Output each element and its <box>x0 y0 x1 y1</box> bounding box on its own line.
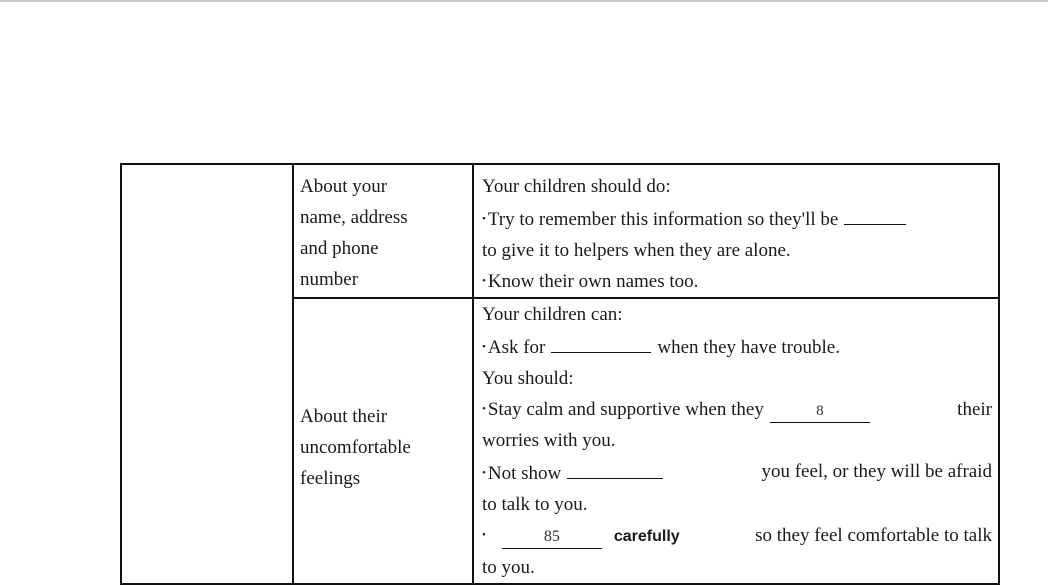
content-cell <box>473 164 999 298</box>
bullet-line: • Not show you feel, or they will be afraid <box>482 456 992 489</box>
bullet-line: • Try to remember this information so they'll be <box>482 202 998 235</box>
bullet-line: • 85 carefully so they feel comfortable to talk <box>482 520 992 552</box>
topic-line: About your <box>300 176 388 197</box>
content-cell <box>473 298 999 584</box>
topic-line: and phone <box>300 238 379 259</box>
bullet-icon: • <box>482 529 486 541</box>
bullet-icon: • <box>482 467 486 479</box>
section-heading: Your children can: <box>482 304 623 325</box>
topic-cell <box>293 164 473 298</box>
answer-blank[interactable] <box>567 456 663 479</box>
continuation-line: worries with you. <box>482 430 616 451</box>
topic-line: About their <box>300 405 388 427</box>
section-heading: You should: <box>482 368 574 389</box>
bullet-icon: • <box>482 341 486 353</box>
empty-left-cell <box>121 164 293 584</box>
continuation-line: to you. <box>482 557 535 578</box>
bullet-line: • Ask for when they have trouble. <box>482 330 992 363</box>
table-row <box>121 164 999 298</box>
top-rule <box>0 0 1048 2</box>
topic-line: feelings <box>300 467 361 489</box>
continuation-line: to talk to you. <box>482 494 588 515</box>
topic-cell <box>293 298 473 584</box>
topic-line: name, address <box>300 207 408 228</box>
topic-line: number <box>300 269 359 290</box>
answer-blank[interactable] <box>844 202 906 225</box>
answer-blank[interactable]: 8 <box>770 400 870 423</box>
worksheet-table <box>120 163 1000 585</box>
bullet-line: • Know their own names too. <box>482 271 699 292</box>
bullet-icon: • <box>482 213 486 225</box>
bullet-line: • Stay calm and supportive when they 8 their <box>482 394 992 425</box>
answer-blank[interactable] <box>551 330 651 353</box>
answer-blank[interactable]: 85 <box>502 526 602 549</box>
bullet-icon: • <box>482 275 486 287</box>
section-heading: Your children should do: <box>482 176 671 197</box>
topic-line: uncomfortable <box>300 436 411 458</box>
continuation-line: to give it to helpers when they are alone. <box>482 240 791 261</box>
handwritten-word: carefully <box>613 528 680 545</box>
bullet-icon: • <box>482 403 486 415</box>
